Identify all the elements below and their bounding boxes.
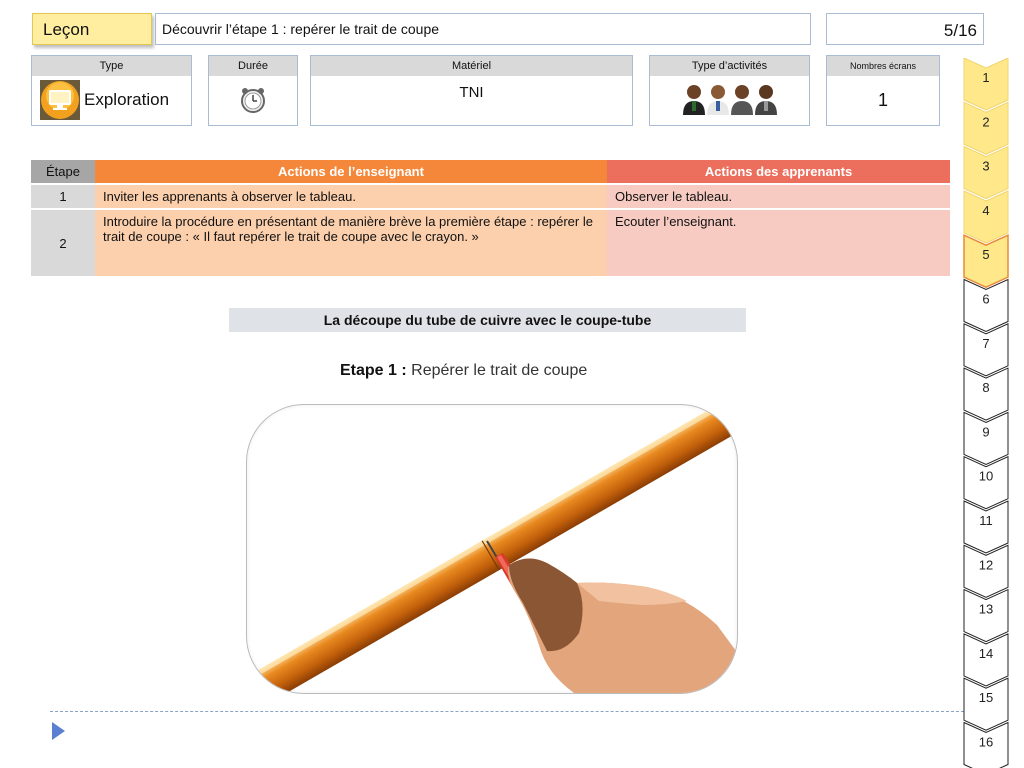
copper-tube-marking-illustration — [247, 405, 738, 694]
nav-item-label: 4 — [982, 202, 990, 218]
nav-item-label: 1 — [982, 70, 990, 85]
cell-apprenants: Ecouter l’enseignant. — [607, 210, 950, 276]
nav-item-label: 8 — [982, 380, 990, 396]
materiel-card — [310, 55, 633, 126]
step-heading — [340, 362, 587, 380]
play-icon[interactable] — [52, 722, 65, 740]
nav-item-label: 5 — [982, 247, 990, 263]
materiel-value: TNI — [459, 84, 484, 101]
table-header-row — [31, 160, 950, 183]
duree-label: Durée — [209, 56, 297, 76]
page-counter — [826, 13, 984, 45]
cell-enseignant: Introduire la procédure en présentant de manière brève la première étape : repérer le trait de coupe : « Il faut repérer le trait de coupe avec le crayon. » — [95, 210, 607, 276]
nav-item-label: 7 — [982, 335, 990, 351]
col-header-apprenants: Actions des apprenants — [607, 160, 950, 183]
nav-item-label: 12 — [978, 557, 994, 573]
step-heading-bold: Etape 1 : — [340, 362, 407, 379]
monitor-icon — [40, 80, 80, 120]
lesson-title-text: Découvrir l’étape 1 : repérer le trait de coupe — [162, 21, 440, 37]
type-card — [31, 55, 192, 126]
col-header-enseignant: Actions de l’enseignant — [95, 160, 607, 183]
cell-step: 1 — [31, 185, 95, 208]
col-header-etape: Étape — [31, 160, 95, 183]
activites-label: Type d’activités — [650, 56, 809, 76]
actions-table — [31, 158, 950, 278]
footer-divider — [50, 711, 974, 712]
activites-card — [649, 55, 810, 126]
type-label: Type — [32, 56, 191, 76]
nav-item-label: 3 — [982, 158, 990, 174]
section-subtitle: La découpe du tube de cuivre avec le coupe-tube — [229, 308, 746, 332]
nav-item-label: 11 — [979, 513, 993, 528]
illustration-frame — [246, 404, 738, 694]
lesson-label: Leçon — [43, 20, 90, 39]
ecrans-card — [826, 55, 940, 126]
nav-item-label: 10 — [978, 468, 994, 484]
step-heading-text: Repérer le trait de coupe — [411, 362, 588, 379]
nav-item-label: 15 — [978, 690, 994, 706]
step-navigation — [962, 58, 1010, 768]
table-row — [31, 210, 950, 276]
duree-card — [208, 55, 298, 126]
lesson-title — [155, 13, 811, 45]
nav-item-label: 14 — [978, 645, 994, 661]
nav-item-label: 9 — [982, 424, 990, 440]
nav-item-label: 6 — [982, 291, 990, 307]
nav-item-label: 13 — [978, 601, 994, 617]
materiel-label: Matériel — [311, 56, 632, 76]
nav-item-label: 2 — [982, 114, 990, 130]
table-row — [31, 185, 950, 208]
nav-item-1[interactable] — [964, 58, 1008, 110]
page-counter-text: 5/16 — [943, 21, 977, 40]
nav-item-label: 16 — [978, 734, 994, 750]
cell-step: 2 — [31, 210, 95, 276]
cell-enseignant: Inviter les apprenants à observer le tableau. — [95, 185, 607, 208]
ecrans-value: 1 — [877, 89, 888, 110]
clock-icon — [239, 86, 267, 114]
group-people-icon — [680, 83, 780, 117]
ecrans-label: Nombres écrans — [827, 56, 939, 76]
cell-apprenants: Observer le tableau. — [607, 185, 950, 208]
type-value: Exploration — [84, 90, 170, 109]
lesson-tab — [32, 13, 152, 45]
